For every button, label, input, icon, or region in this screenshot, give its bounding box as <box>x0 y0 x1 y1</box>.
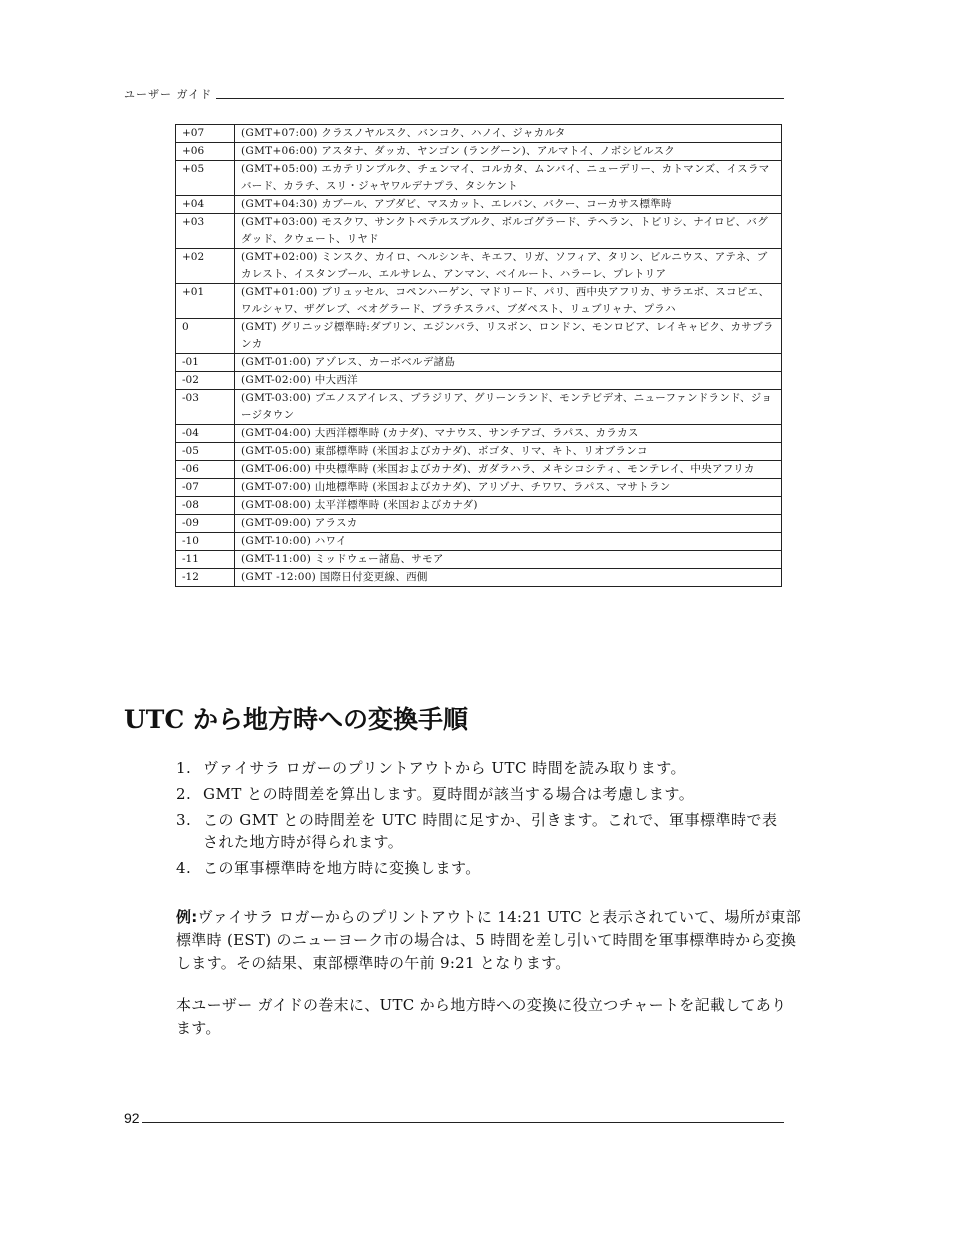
offset-cell: -04 <box>176 425 235 443</box>
table-row <box>176 284 782 319</box>
timezone-cell: (GMT-03:00) ブエノスアイレス、ブラジリア、グリーンランド、モンテビデオ、ニューファンドランド、ジョージタウン <box>235 390 782 425</box>
table-row <box>176 425 782 443</box>
timezone-cell: (GMT+05:00) エカテリンブルク、チェンマイ、コルカタ、ムンバイ、ニューデリー、カトマンズ、イスラマバード、カラチ、スリ・ジャヤワルデナプラ、タシケント <box>235 161 782 196</box>
offset-cell: -07 <box>176 479 235 497</box>
offset-cell: +02 <box>176 249 235 284</box>
footer-rule <box>142 1122 784 1123</box>
timezone-cell: (GMT+06:00) アスタナ、ダッカ、ヤンゴン (ラングーン)、アルマトイ、ノボシビルスク <box>235 143 782 161</box>
step-number: 3. <box>176 811 192 829</box>
note-paragraph: 本ユーザー ガイドの巻末に、UTC から地方時への変換に役立つチャートを記載してあります。 <box>176 996 787 1037</box>
table-row <box>176 125 782 143</box>
offset-cell: -02 <box>176 372 235 390</box>
table-row <box>176 161 782 196</box>
timezone-cell: (GMT+01:00) ブリュッセル、コペンハーゲン、マドリード、パリ、西中央アフリカ、サラエボ、スコピエ、ワルシャワ、ザグレブ、ベオグラード、ブラチスラバ、ブダペスト、リュブリャナ、プラハ <box>235 284 782 319</box>
timezone-cell: (GMT-05:00) 東部標準時 (米国およびカナダ)、ボゴタ、リマ、キト、リオブランコ <box>235 443 782 461</box>
offset-cell: -06 <box>176 461 235 479</box>
table-row <box>176 461 782 479</box>
table-row <box>176 533 782 551</box>
table-row <box>176 319 782 354</box>
timezone-cell: (GMT-07:00) 山地標準時 (米国およびカナダ)、アリゾナ、チワワ、ラパス、マサトラン <box>235 479 782 497</box>
step-item <box>176 783 786 805</box>
timezone-table <box>175 124 782 587</box>
timezone-cell: (GMT) グリニッジ標準時:ダブリン、エジンバラ、リスボン、ロンドン、モンロビア、レイキャビク、カサブランカ <box>235 319 782 354</box>
offset-cell: -01 <box>176 354 235 372</box>
table-row <box>176 214 782 249</box>
table-row <box>176 390 782 425</box>
section-title: UTC から地方時への変換手順 <box>124 705 469 734</box>
step-text: GMT との時間差を算出します。夏時間が該当する場合は考慮します。 <box>203 785 695 803</box>
offset-cell: -08 <box>176 497 235 515</box>
timezone-table-body <box>176 125 782 587</box>
example-text: ヴァイサラ ロガーからのプリントアウトに 14:21 UTC と表示されていて、場所が東部標準時 (EST) のニューヨーク市の場合は、5 時間を差し引いて時間を軍事標準時から変換します。その結果、東部標準時の午前 9:21 となります。 <box>176 908 802 972</box>
table-row <box>176 443 782 461</box>
timezone-cell: (GMT -12:00) 国際日付変更線、西側 <box>235 569 782 587</box>
step-number: 1. <box>176 759 192 777</box>
offset-cell: 0 <box>176 319 235 354</box>
step-text: ヴァイサラ ロガーのプリントアウトから UTC 時間を読み取ります。 <box>203 759 687 777</box>
step-item <box>176 809 786 853</box>
running-header <box>124 86 784 102</box>
timezone-cell: (GMT-02:00) 中大西洋 <box>235 372 782 390</box>
step-text: この軍事標準時を地方時に変換します。 <box>203 859 481 877</box>
example-lead: 例: <box>176 908 198 926</box>
example-paragraph <box>176 906 804 975</box>
table-row <box>176 497 782 515</box>
step-text: この GMT との時間差を UTC 時間に足すか、引きます。これで、軍事標準時で表された地方時が得られます。 <box>203 811 778 851</box>
table-row <box>176 515 782 533</box>
timezone-cell: (GMT+02:00) ミンスク、カイロ、ヘルシンキ、キエフ、リガ、ソフィア、タリン、ビルニウス、アテネ、ブカレスト、イスタンブール、エルサレム、アンマン、ベイルート、ハラーレ、プレトリア <box>235 249 782 284</box>
table-row <box>176 196 782 214</box>
timezone-cell: (GMT+07:00) クラスノヤルスク、バンコク、ハノイ、ジャカルタ <box>235 125 782 143</box>
timezone-cell: (GMT-04:00) 大西洋標準時 (カナダ)、マナウス、サンチアゴ、ラパス、カラカス <box>235 425 782 443</box>
table-row <box>176 143 782 161</box>
conversion-steps <box>176 757 786 883</box>
offset-cell: +03 <box>176 214 235 249</box>
timezone-cell: (GMT+04:30) カブール、アブダビ、マスカット、エレバン、バクー、コーカサス標準時 <box>235 196 782 214</box>
step-number: 4. <box>176 859 192 877</box>
offset-cell: +01 <box>176 284 235 319</box>
table-row <box>176 249 782 284</box>
header-title: ユーザー ガイド <box>124 88 213 101</box>
table-row <box>176 479 782 497</box>
offset-cell: +06 <box>176 143 235 161</box>
step-number: 2. <box>176 785 192 803</box>
step-item <box>176 757 786 779</box>
header-rule <box>216 98 784 99</box>
table-row <box>176 372 782 390</box>
timezone-cell: (GMT+03:00) モスクワ、サンクトペテルスブルク、ボルゴグラード、テヘラン、トビリシ、ナイロビ、バグダッド、クウェート、リヤド <box>235 214 782 249</box>
timezone-cell: (GMT-08:00) 太平洋標準時 (米国およびカナダ) <box>235 497 782 515</box>
offset-cell: -12 <box>176 569 235 587</box>
table-row <box>176 354 782 372</box>
timezone-cell: (GMT-09:00) アラスカ <box>235 515 782 533</box>
offset-cell: -03 <box>176 390 235 425</box>
offset-cell: -09 <box>176 515 235 533</box>
timezone-cell: (GMT-10:00) ハワイ <box>235 533 782 551</box>
offset-cell: +04 <box>176 196 235 214</box>
timezone-cell: (GMT-06:00) 中央標準時 (米国およびカナダ)、ガダラハラ、メキシコシティ、モンテレイ、中央アフリカ <box>235 461 782 479</box>
offset-cell: -10 <box>176 533 235 551</box>
timezone-cell: (GMT-01:00) アゾレス、カーボベルデ諸島 <box>235 354 782 372</box>
page-number: 92 <box>124 1110 140 1126</box>
step-item <box>176 857 786 879</box>
table-row <box>176 569 782 587</box>
offset-cell: -11 <box>176 551 235 569</box>
table-row <box>176 551 782 569</box>
offset-cell: +05 <box>176 161 235 196</box>
offset-cell: -05 <box>176 443 235 461</box>
offset-cell: +07 <box>176 125 235 143</box>
running-footer <box>124 1110 784 1126</box>
timezone-cell: (GMT-11:00) ミッドウェー諸島、サモア <box>235 551 782 569</box>
